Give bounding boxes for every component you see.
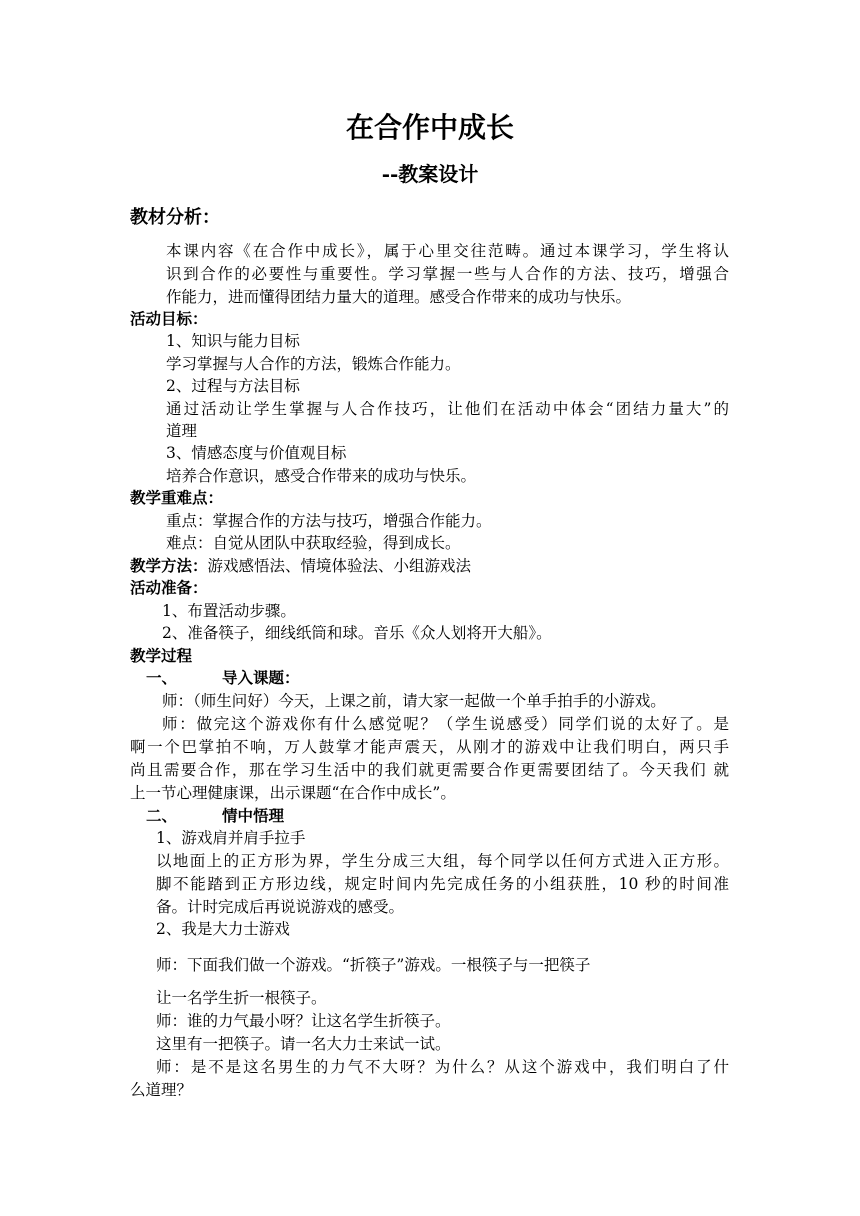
game-1-title: 1、游戏肩并肩手拉手 [156,829,306,847]
part-1-number: 一、 [146,668,178,687]
goal-2-text: 道理 [166,422,198,440]
document-subtitle: --教案设计 [381,162,479,186]
methods-text: 游戏感悟法、情境体验法、小组游戏法 [207,557,472,575]
game-1-line: 脚不能踏到正方形边线，规定时间内先完成任务的小组获胜，10 秒的时间准 [156,875,729,893]
goal-2-title: 2、过程与方法目标 [166,377,300,395]
game-2-line: 这里有一把筷子。请一名大力士来试一试。 [156,1035,451,1053]
process-paragraph-line: 师：做完这个游戏你有什么感觉呢？（学生说感受）同学们说的太好了。是 [162,715,729,733]
section-heading-analysis: 教材分析： [130,207,220,228]
goal-1-title: 1、知识与能力目标 [166,332,300,350]
analysis-line: 识到合作的必要性与重要性。学习掌握一些与人合作的方法、技巧，增强合 [166,265,729,283]
section-heading-process: 教学过程 [130,646,193,665]
section-heading-goals: 活动目标： [130,309,208,328]
analysis-line: 本课内容《在合作中成长》，属于心里交往范畴。通过本课学习，学生将认 [166,242,729,260]
process-paragraph-line: 上一节心理健康课，出示课题“在合作中成长”。 [130,784,456,802]
part-1-title: 导入课题： [222,668,300,687]
section-heading-methods: 教学方法： [130,556,208,575]
goal-3-text: 培养合作意识，感受合作带来的成功与快乐。 [166,467,477,485]
game-2-line: 么道理？ [130,1081,193,1099]
document-title: 在合作中成长 [345,111,514,144]
section-heading-keypoints: 教学重难点： [130,488,224,507]
part-2-number: 二、 [146,806,178,825]
process-paragraph-line: 尚且需要合作，那在学习生活中的我们就更需要合作更需要团结了。今天我们 就 [130,761,729,779]
goal-2-text: 通过活动让学生掌握与人合作技巧，让他们在活动中体会“团结力量大”的 [166,400,729,418]
goal-3-title: 3、情感态度与价值观目标 [166,444,347,462]
methods-line [130,556,471,576]
game-2-line: 师：谁的力气最小呀？让这名学生折筷子。 [156,1012,451,1030]
key-point: 重点：掌握合作的方法与技巧，增强合作能力。 [166,512,492,530]
game-1-line: 以地面上的正方形为界，学生分成三大组，每个同学以任何方式进入正方形。 [156,852,729,870]
process-paragraph-line: 啊一个巴掌拍不响，万人鼓掌才能声震天，从刚才的游戏中让我们明白，两只手 [130,738,729,756]
difficult-point: 难点：自觉从团队中获取经验，得到成长。 [166,534,461,552]
game-1-line: 备。计时完成后再说说游戏的感受。 [156,898,405,916]
game-2-title: 2、我是大力士游戏 [156,920,290,938]
goal-1-text: 学习掌握与人合作的方法，锻炼合作能力。 [166,355,461,373]
game-2-line: 师：是不是这名男生的力气不大呀？为什么？从这个游戏中，我们明白了什 [156,1058,729,1076]
process-paragraph-line: 师：（师生问好）今天，上课之前，请大家一起做一个单手拍手的小游戏。 [162,692,666,710]
game-2-line: 师：下面我们做一个游戏。“折筷子”游戏。一根筷子与一把筷子 [156,956,591,974]
section-heading-prep: 活动准备： [130,578,208,597]
part-2-title: 情中悟理 [222,806,285,825]
prep-item: 1、布置活动步骤。 [162,602,296,620]
analysis-line: 作能力，进而懂得团结力量大的道理。感受合作带来的成功与快乐。 [166,288,632,306]
prep-item: 2、准备筷子，细线纸筒和球。音乐《众人划将开大船》。 [162,624,552,642]
game-2-line: 让一名学生折一根筷子。 [156,989,327,1007]
